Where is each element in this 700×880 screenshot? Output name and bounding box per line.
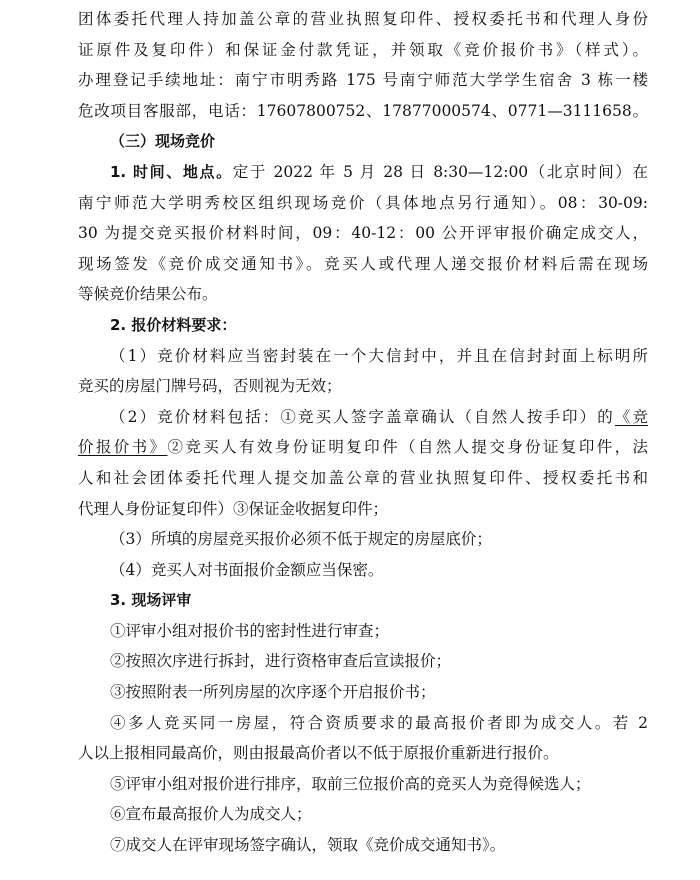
paragraph-line: 现场签发《竞价成交通知书》。竞买人或代理人递交报价材料后需在现场 (78, 254, 648, 273)
paragraph-line: 南宁师范大学明秀校区组织现场竞价（具体地点另行通知）。08：30-09: (78, 193, 648, 212)
subsection-heading-3: 3. 现场评审 (110, 591, 192, 610)
paragraph-line: 等候竞价结果公布。 (78, 285, 218, 304)
list-item: ③按照附表一所列房屋的次序逐个开启报价书； (110, 683, 436, 702)
materials-text: （2）竞价材料包括：①竞买人签字盖章确认（自然人按手印）的 (110, 407, 615, 426)
quote-book-title-cont: 价报价书》 (78, 438, 168, 457)
paragraph-line: 人和社会团体委托代理人提交加盖公章的营业执照复印件、授权委托书和 (78, 468, 648, 487)
list-item: ②按照次序进行拆封，进行资格审查后宣读报价； (110, 652, 452, 671)
time-place-text: 定于 2022 年 5 月 28 日 8:30—12:00（北京时间）在 (232, 162, 648, 181)
paragraph-line: （4）竞买人对书面报价金额应当保密。 (110, 560, 384, 579)
subsection-heading-2: 2. 报价材料要求： (110, 315, 237, 334)
list-item: ①评审小组对报价书的密封性进行审查； (110, 621, 390, 640)
paragraph-line: 证原件及复印件）和保证金付款凭证，并领取《竞价报价书》（样式）。 (78, 40, 648, 59)
paragraph-line: 竞买的房屋门牌号码，否则视为无效； (78, 377, 342, 396)
list-item: ⑤评审小组对报价进行排序，取前三位报价高的竞买人为竞得候选人； (110, 774, 591, 793)
paragraph-line (78, 402, 648, 433)
list-item: ⑥宣布最高报价人为成交人； (110, 805, 312, 824)
paragraph-line: （1）竞价材料应当密封装在一个大信封中，并且在信封封面上标明所 (110, 346, 648, 365)
quote-book-title: 《竞 (614, 407, 648, 426)
paragraph-line (78, 432, 648, 463)
paragraph-line (78, 157, 648, 188)
paragraph-line: 30 为提交竞买报价材料时间，09：40-12：00 公开评审报价确定成交人， (78, 224, 648, 243)
list-item: ④多人竞买同一房屋，符合资质要求的最高报价者即为成交人。若 2 (110, 713, 648, 732)
paragraph-line: （3）所填的房屋竞买报价必须不低于规定的房屋底价； (110, 530, 492, 549)
paragraph-line: 危改项目客服部，电话：17607800752、17877000574、0771—3111658。 (78, 101, 648, 120)
list-item-cont: 人以上报相同最高价，则由报最高价者以不低于原报价重新进行报价。 (78, 744, 559, 763)
paragraph-line: 代理人身份证复印件）③保证金收据复印件； (78, 499, 389, 518)
materials-text: ②竞买人有效身份证明复印件（自然人提交身份证复印件，法 (167, 438, 648, 457)
list-item: ⑦成交人在评审现场签字确认，领取《竞价成交通知书》。 (110, 836, 506, 855)
time-place-heading: 1. 时间、地点。 (110, 162, 233, 181)
paragraph-line: 团体委托代理人持加盖公章的营业执照复印件、授权委托书和代理人身份 (78, 10, 648, 28)
section-heading-3: （三）现场竞价 (110, 132, 216, 151)
paragraph-line: 办理登记手续地址：南宁市明秀路 175 号南宁师范大学学生宿舍 3 栋一楼 (78, 71, 648, 90)
